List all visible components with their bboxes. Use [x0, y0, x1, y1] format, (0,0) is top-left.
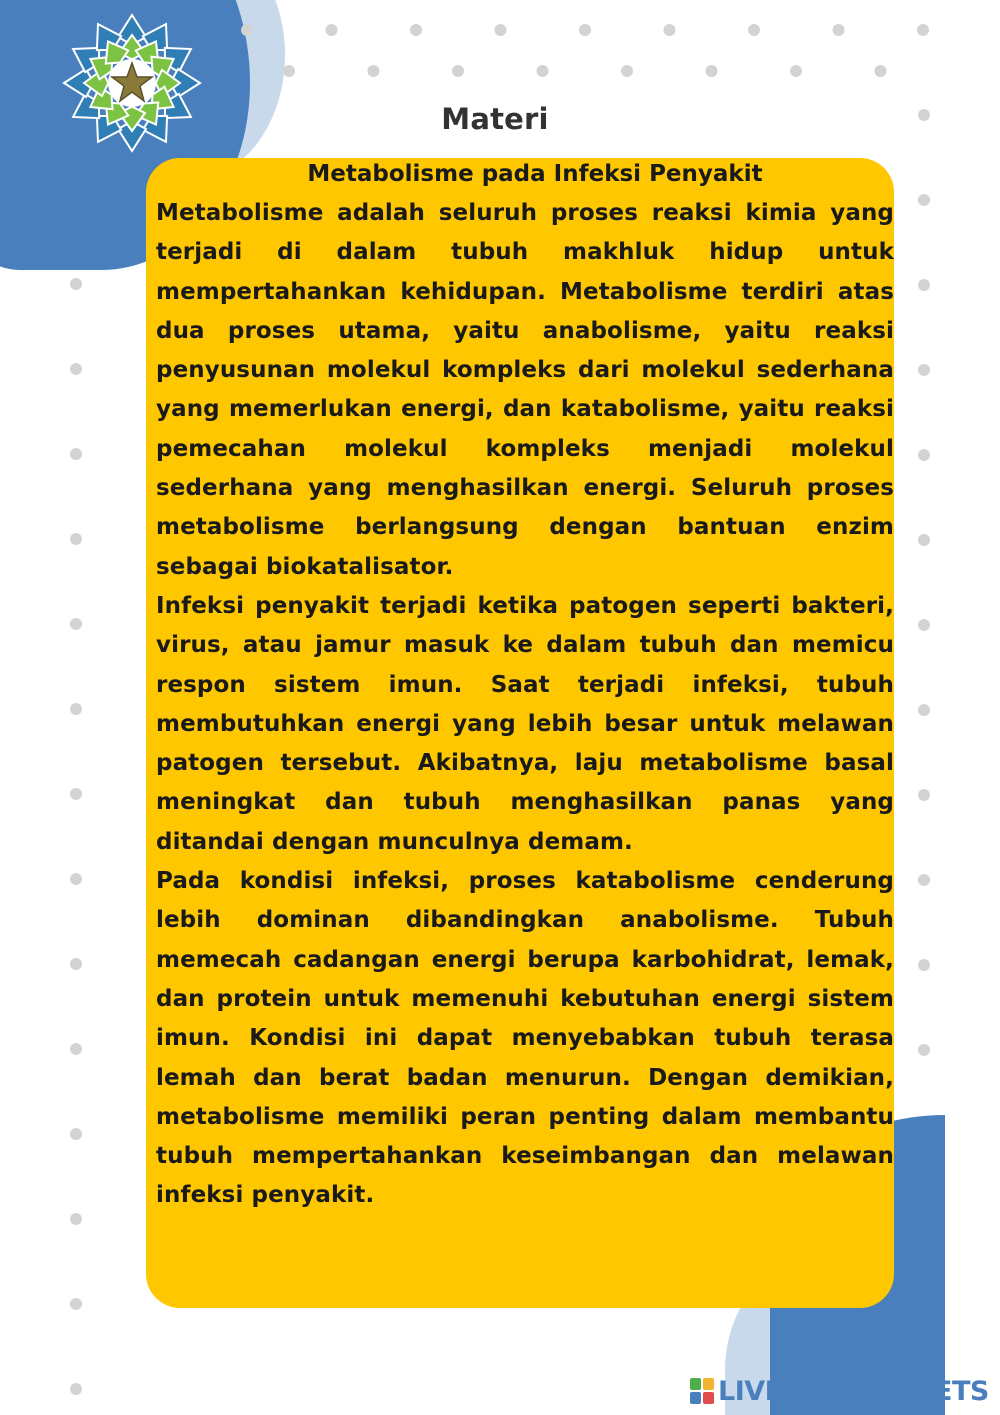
paragraph-infection: Infeksi penyakit terjadi ketika patogen seperti bakteri, virus, atau jamur masuk ke dalam tubuh dan memicu respon sistem imun. Saat terjadi infeksi, tubuh membutuhkan energi yang lebih besar untuk melawan patogen tersebut. Akibatnya, laju metabolisme basal meningkat dan tubuh menghasilkan panas yang ditandai dengan munculnya demam. — [156, 592, 894, 855]
paragraph-metabolism: Metabolisme adalah seluruh proses reaksi kimia yang terjadi di dalam tubuh makhluk hidup untuk mempertahankan kehidupan. Metabolisme terdiri atas dua proses utama, yaitu anabolisme, yaitu reaksi penyusunan molekul kompleks dari molekul sederhana yang memerlukan energi, dan katabolisme, yaitu reaksi pemecahan molekul kompleks menjadi molekul sederhana yang menghasilkan energi. Seluruh proses metabolisme berlangsung dengan bantuan enzim sebagai biokatalisator. — [156, 200, 894, 580]
watermark-text: LIVEWORKSHEETS — [718, 1375, 989, 1407]
liveworksheets-watermark — [690, 1373, 989, 1409]
liveworksheets-logo-icon — [690, 1378, 714, 1404]
page-heading: Materi — [441, 102, 549, 136]
paragraph-catabolism: Pada kondisi infeksi, proses katabolisme cenderung lebih dominan dibandingkan anabolisme. Tubuh memecah cadangan energi berupa karbohidrat, lemak, dan protein untuk memenuhi kebutuhan energi sistem imun. Kondisi ini dapat menyebabkan tubuh terasa lemah dan berat badan menurun. Dengan demikian, metabolisme memiliki peran penting dalam membantu tubuh mempertahankan keseimbangan dan melawan infeksi penyakit. — [156, 868, 894, 1209]
card-body — [156, 194, 894, 1216]
card-title: Metabolisme pada Infeksi Penyakit — [307, 161, 763, 187]
